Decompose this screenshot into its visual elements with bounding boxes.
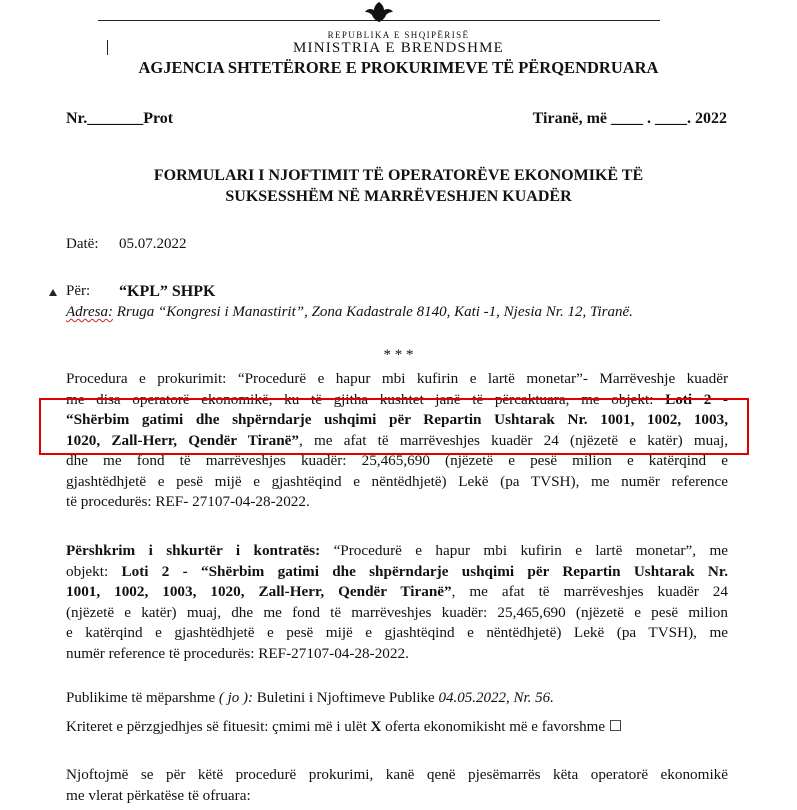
procedure-line: të procedurës: REF- 27107-04-28-2022. [66,493,310,510]
place-date: Tiranë, më ____ . ____. 2022 [532,110,727,127]
procedure-line: “Shërbim gatimi dhe shpërndarje ushqimi për Repartin Ushtarak Nr. 1001, 1002, 1003, [66,411,728,428]
notice-line: me vlerat përkatëse të ofruara: [66,786,251,804]
selection-criteria: Kriteret e përzgjedhjes së fituesit: çmimi më i ulët X oferta ekonomikisht më e favorshme ☐ [66,719,623,735]
description-line: e katërqind e gjashtëdhjetë e pesë mijë e gjashtëqind e nëntëdhjetë) Lekë (pa TVSH), me [66,624,728,641]
checkbox-icon: ☐ [608,719,623,735]
procedure-line: 1020, Zall-Herr, Qendër Tiranë”, me afat të marrëveshjes kuadër 24 (njëzetë e katër) muaj, [66,431,728,449]
agency-name: AGJENCIA SHTETËRORE E PROKURIMEVE TË PËRQENDRUARA [138,58,659,77]
description-paragraph [66,541,728,664]
date-value: 05.07.2022 [119,236,187,252]
recipient-address [66,304,633,321]
highlight-box [39,398,749,455]
procedure-line: dhe me fond të marrëveshjes kuadër: 25,465,690 (njëzetë e pesë milion e katërqind e [66,452,728,469]
lowest-price-mark: X [370,719,382,735]
form-title-line1: FORMULARI I NJOFTIMIT TË OPERATORËVE EKONOMIKË TË [153,167,644,184]
eagle-emblem-icon [362,0,396,22]
address-label: Adresa: [66,304,113,320]
collapse-triangle-icon[interactable] [49,289,57,296]
procedure-line: me disa operatorë ekonomikë, ku të gjitha kushtet janë të përcaktuara, me objekt: Loti 2 - [66,390,728,408]
ministry-name: MINISTRIA E BRENDSHME [292,40,505,56]
description-line: Përshkrim i shkurtër i kontratës: “Procedurë e hapur mbi kufirin e lartë monetar”, me [66,542,728,559]
description-line: (njëzetë e katër) muaj, dhe me fond të marrëveshjes kuadër: 25,465,690 (njëzetë e pesë milion [66,603,728,621]
address-value: Rruga “Kongresi i Manastirit”, Zona Kadastrale 8140, Kati -1, Njesia Nr. 12, Tiranë. [116,304,633,320]
description-line: 1001, 1002, 1003, 1020, Zall-Herr, Qendër Tiranë”, me afat të marrëveshjes kuadër 24 [66,583,728,600]
notice-line: Njoftojmë se për këtë procedurë prokurimi, kanë qenë pjesëmarrës këta operatorë ekonomikë [66,766,728,783]
procedure-line: gjashtëdhjetë e pesë mijë e gjashtëqind e nëntëdhjetë) Lekë (pa TVSH), me numër reference [66,472,728,490]
notice-paragraph [66,765,728,806]
description-line: numër reference të procedurës: REF-27107-04-28-2022. [66,644,409,662]
section-separator: * * * [383,347,414,363]
protocol-number: Nr._______Prot [66,110,174,127]
recipient-name: “KPL” SHPK [119,283,216,300]
form-title-line2: SUKSESSHËM NË MARRËVESHJEN KUADËR [225,188,572,205]
procedure-line: Procedura e prokurimit: “Procedurë e hapur mbi kufirin e lartë monetar”- Marrëveshje kuadër [66,370,728,387]
previous-publications: Publikime të mëparshme ( jo ): Buletini i Njoftimeve Publike 04.05.2022, Nr. 56. [66,690,554,706]
description-line: objekt: Loti 2 - “Shërbim gatimi dhe shpërndarje ushqimi për Repartin Ushtarak Nr. [66,562,729,580]
recipient-label: Për: [66,283,91,299]
republic-name: REPUBLIKA E SHQIPËRISË [327,30,470,40]
date-label: Datë: [66,236,99,252]
